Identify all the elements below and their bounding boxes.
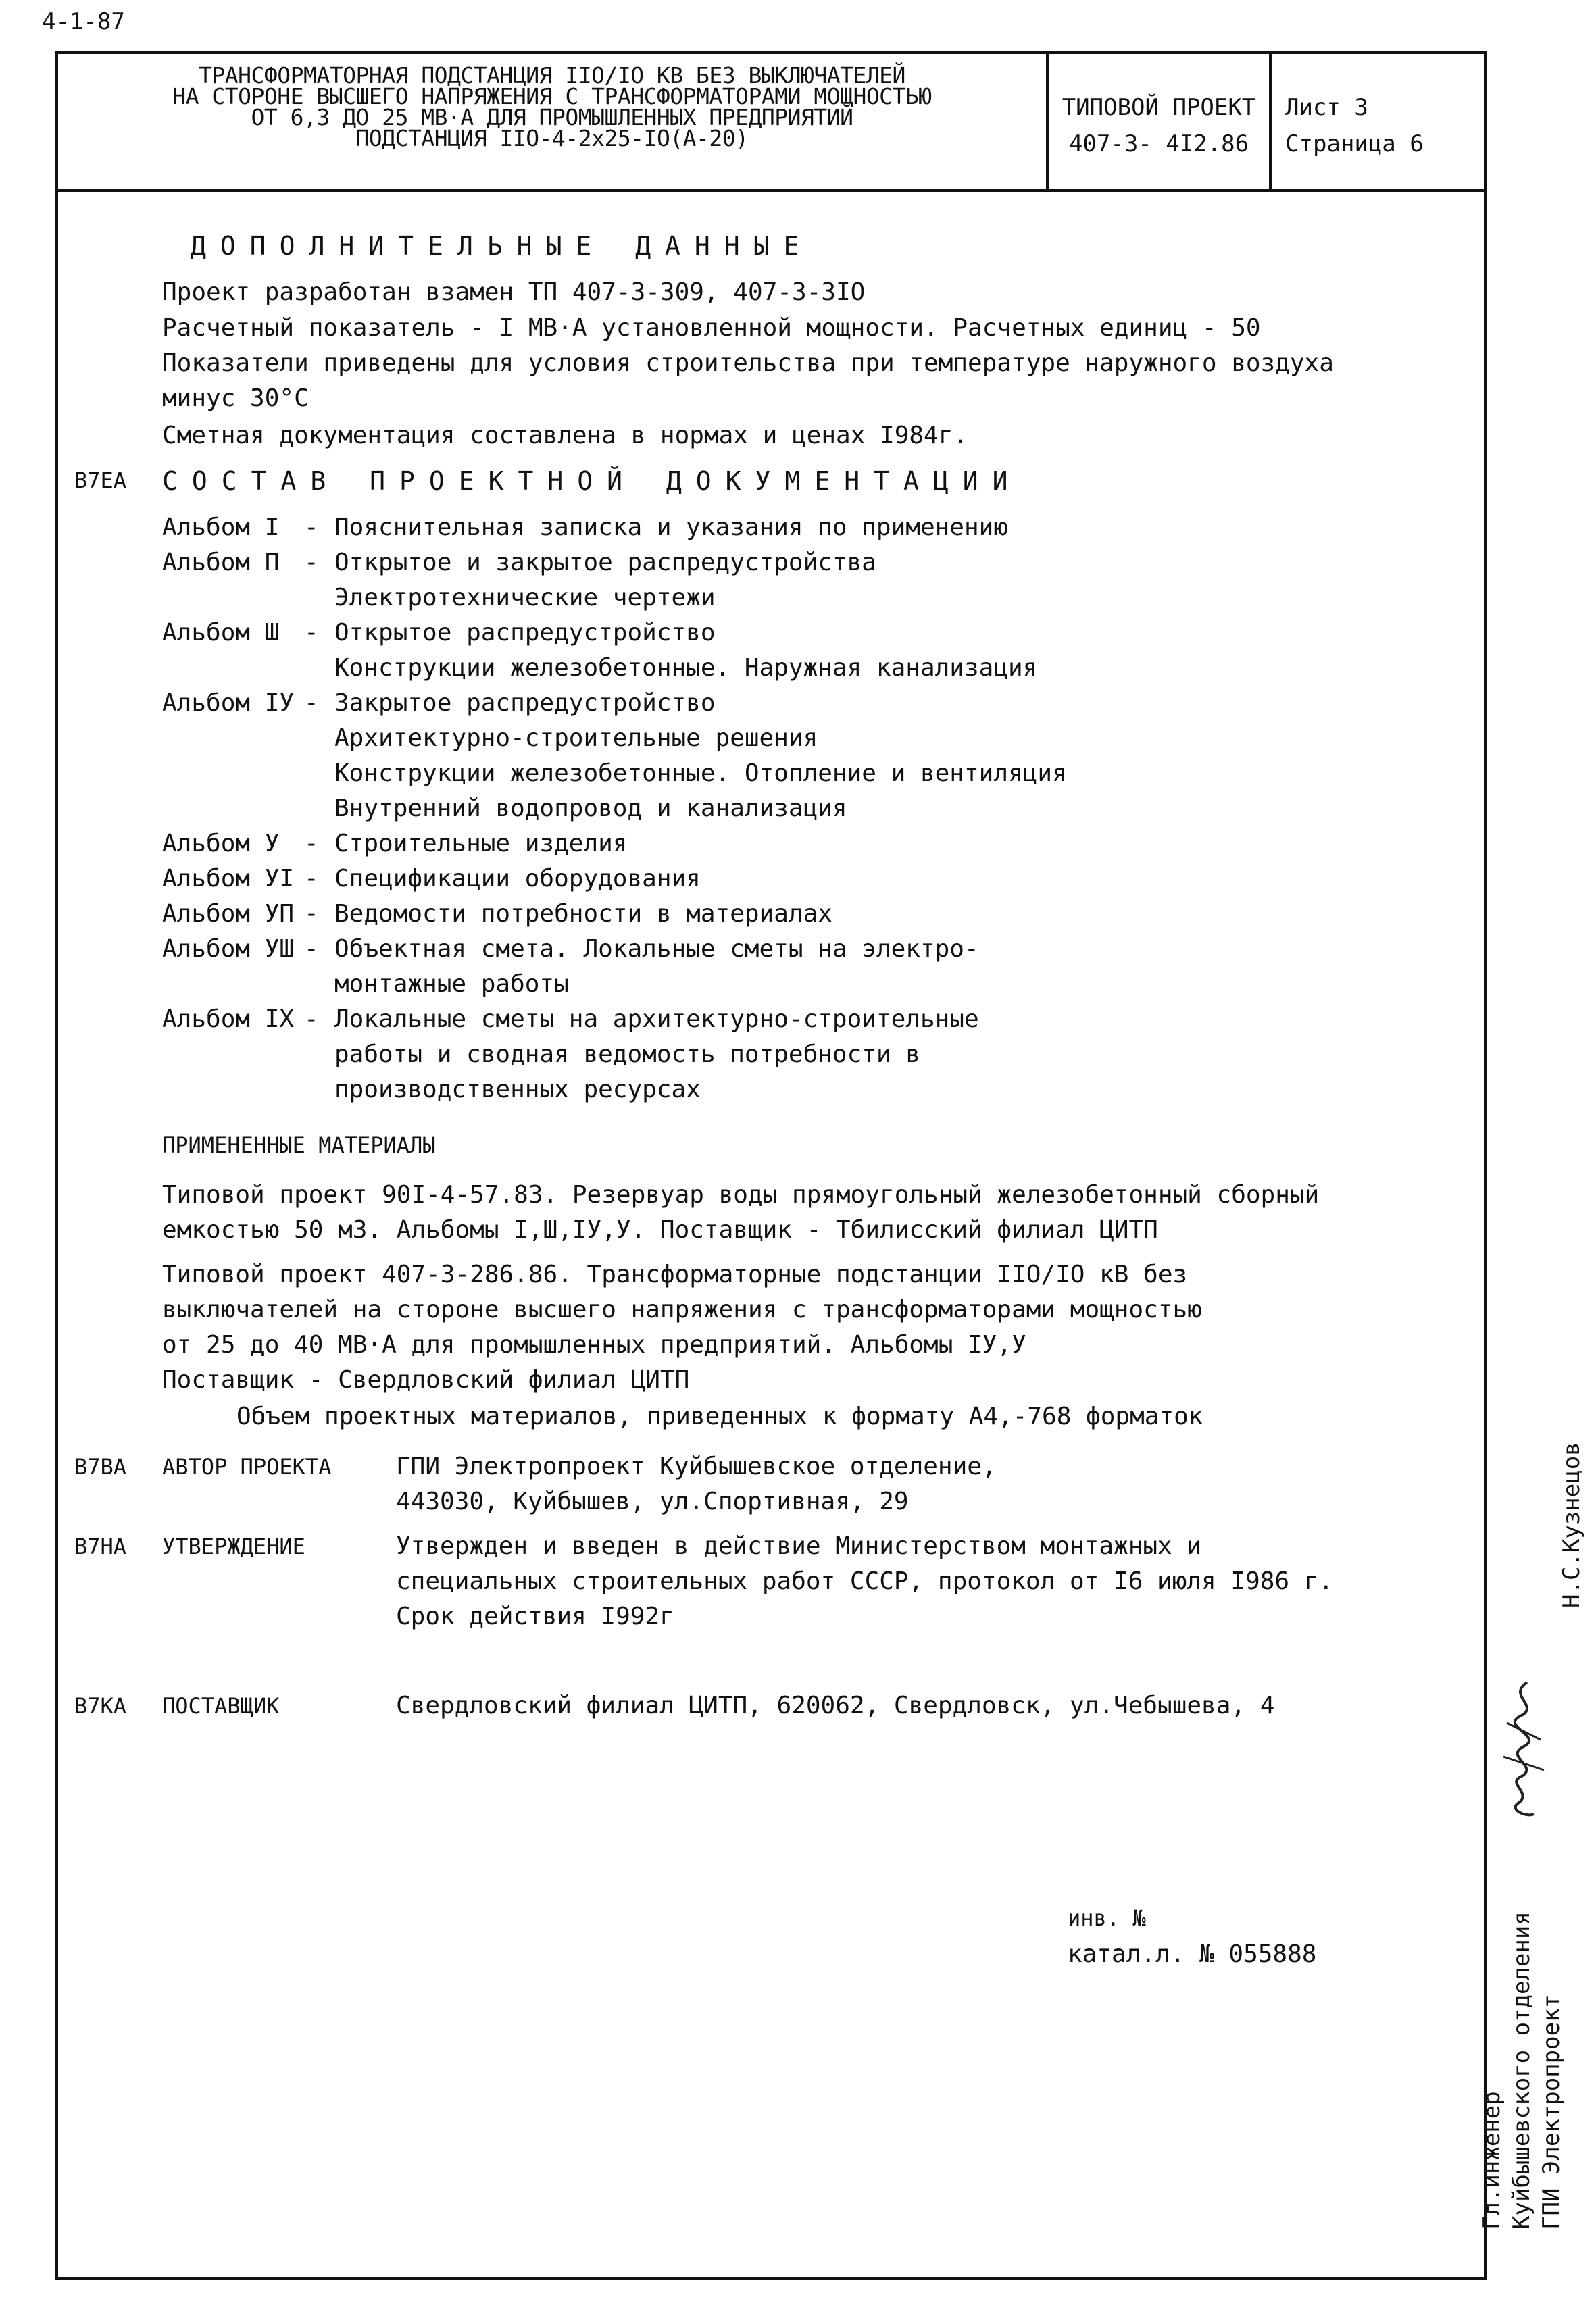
additional-line: Расчетный показатель - I МВ·А установленной мощности. Расчетных единиц - 50 <box>162 314 1261 342</box>
album-label: Альбом IУ <box>162 689 295 717</box>
project-number: 407-3- 4I2.86 <box>1068 130 1249 157</box>
album-text: производственных ресурсах <box>334 1076 701 1103</box>
signer-role-line: Гл.инженер <box>1478 2091 1505 2230</box>
supplier-text: Свердловский филиал ЦИТП, 620062, Свердловск, ул.Чебышева, 4 <box>396 1692 1275 1719</box>
album-text: Закрытое распредустройство <box>334 689 716 717</box>
album-text: Спецификации оборудования <box>334 865 701 892</box>
approval-line: специальных строительных работ СССР, протокол от I6 июля I986 г. <box>396 1567 1334 1595</box>
additional-line: Показатели приведены для условия строительства при температуре наружного воздуха <box>162 349 1334 377</box>
signer-role-line: Куйбышевского отделения <box>1508 1911 1535 2230</box>
supplier-code: В7КА <box>74 1693 127 1719</box>
album-text: Конструкции железобетонные. Отопление и вентиляция <box>334 759 1067 787</box>
materials-line: Типовой проект 407-3-286.86. Трансформаторные подстанции IIO/IO кВ без <box>162 1261 1188 1288</box>
materials-heading: ПРИМЕНЕННЫЕ МАТЕРИАЛЫ <box>162 1132 436 1158</box>
album-label: Альбом У <box>162 830 280 857</box>
materials-line: емкостью 50 м3. Альбомы I,Ш,IУ,У. Поставщик - Тбилисский филиал ЦИТП <box>162 1216 1158 1244</box>
album-text: Электротехнические чертежи <box>334 584 716 611</box>
album-text: Пояснительная записка и указания по применению <box>334 513 1008 541</box>
title-cell <box>58 54 1049 189</box>
album-label: Альбом Ш <box>162 619 280 647</box>
album-text: Ведомости потребности в материалах <box>334 900 832 928</box>
album-text: Внутренний водопровод и канализация <box>334 795 847 822</box>
album-label: Альбом IХ <box>162 1005 295 1033</box>
author-line: 443030, Куйбышев, ул.Спортивная, 29 <box>396 1488 909 1515</box>
album-text: Объектная смета. Локальные сметы на электро- <box>334 935 979 963</box>
additional-line: Сметная документация составлена в нормах и ценах I984г. <box>162 422 968 449</box>
album-dash: - <box>304 865 319 892</box>
corner-label: 4-1-87 <box>42 8 125 35</box>
album-text: Конструкции железобетонные. Наружная канализация <box>334 654 1038 682</box>
album-text: монтажные работы <box>334 970 569 998</box>
title-line: ТРАНСФОРМАТОРНАЯ ПОДСТАНЦИЯ IIO/IO КВ БЕЗ ВЫКЛЮЧАТЕЛЕЙ <box>199 62 905 89</box>
additional-line: минус 30°C <box>162 384 309 412</box>
album-label: Альбом П <box>162 549 280 576</box>
materials-line: от 25 до 40 МВ·А для промышленных предприятий. Альбомы IУ,У <box>162 1331 1026 1359</box>
album-dash: - <box>304 830 319 857</box>
album-dash: - <box>304 689 319 717</box>
signer-role-line: ГПИ Электропроект <box>1538 1994 1565 2230</box>
project-label: ТИПОВОЙ ПРОЕКТ <box>1062 94 1256 121</box>
title-block <box>58 54 1484 192</box>
additional-heading: ДОПОЛНИТЕЛЬНЫЕ ДАННЫЕ <box>191 231 814 261</box>
album-text: работы и сводная ведомость потребности в <box>334 1040 920 1068</box>
materials-line: Типовой проект 90I-4-57.83. Резервуар воды прямоугольный железобетонный сборный <box>162 1181 1320 1209</box>
album-label: Альбом УП <box>162 900 295 928</box>
supplier-label: ПОСТАВЩИК <box>162 1693 280 1719</box>
album-dash: - <box>304 513 319 541</box>
additional-line: Проект разработан взамен ТП 407-3-309, 407-3-3IO <box>162 278 866 306</box>
composition-heading: СОСТАВ ПРОЕКТНОЙ ДОКУМЕНТАЦИИ <box>162 466 1022 496</box>
album-dash: - <box>304 935 319 963</box>
album-text: Архитектурно-строительные решения <box>334 724 818 752</box>
album-dash: - <box>304 619 319 647</box>
approval-label: УТВЕРЖДЕНИЕ <box>162 1534 305 1559</box>
inventory-number: инв. № <box>1068 1905 1146 1931</box>
materials-volume: Объем проектных материалов, приведенных к формату А4,-768 форматок <box>236 1403 1203 1430</box>
handwritten-signature <box>1487 1676 1561 1824</box>
composition-code: В7ЕА <box>74 468 127 493</box>
approval-code: В7НА <box>74 1534 127 1559</box>
album-text: Открытое и закрытое распредустройства <box>334 549 876 576</box>
author-label: АВТОР ПРОЕКТА <box>162 1454 332 1480</box>
album-label: Альбом I <box>162 513 280 541</box>
album-dash: - <box>304 900 319 928</box>
sheet-cell <box>1272 54 1487 189</box>
materials-line: выключателей на стороне высшего напряжения с трансформаторами мощностью <box>162 1296 1202 1324</box>
author-code: В7ВА <box>74 1454 127 1480</box>
catalog-number: катал.л. № 055888 <box>1068 1940 1317 1968</box>
project-cell <box>1049 54 1272 189</box>
album-text: Открытое распредустройство <box>334 619 716 647</box>
album-dash: - <box>304 1005 319 1033</box>
album-label: Альбом УШ <box>162 935 295 963</box>
page-number: Страница 6 <box>1285 130 1424 157</box>
title-line: НА СТОРОНЕ ВЫСШЕГО НАПРЯЖЕНИЯ С ТРАНСФОРМАТОРАМИ МОЩНОСТЬЮ <box>172 83 932 109</box>
album-text: Строительные изделия <box>334 830 628 857</box>
title-line: ПОДСТАНЦИЯ IIO-4-2х25-IO(А-20) <box>355 125 749 151</box>
approval-line: Утвержден и введен в действие Министерством монтажных и <box>396 1532 1202 1560</box>
author-line: ГПИ Электропроект Куйбышевское отделение, <box>396 1453 997 1480</box>
approval-line: Срок действия I992г <box>396 1603 674 1630</box>
signer-name: Н.С.Кузнецов <box>1558 1442 1585 1608</box>
materials-line: Поставщик - Свердловский филиал ЦИТП <box>162 1366 690 1394</box>
title-line: ОТ 6,3 ДО 25 МВ·А ДЛЯ ПРОМЫШЛЕННЫХ ПРЕДПРИЯТИЙ <box>251 104 853 130</box>
album-text: Локальные сметы на архитектурно-строительные <box>334 1005 979 1033</box>
album-label: Альбом УI <box>162 865 295 892</box>
sheet-number: Лист 3 <box>1285 94 1368 121</box>
album-dash: - <box>304 549 319 576</box>
